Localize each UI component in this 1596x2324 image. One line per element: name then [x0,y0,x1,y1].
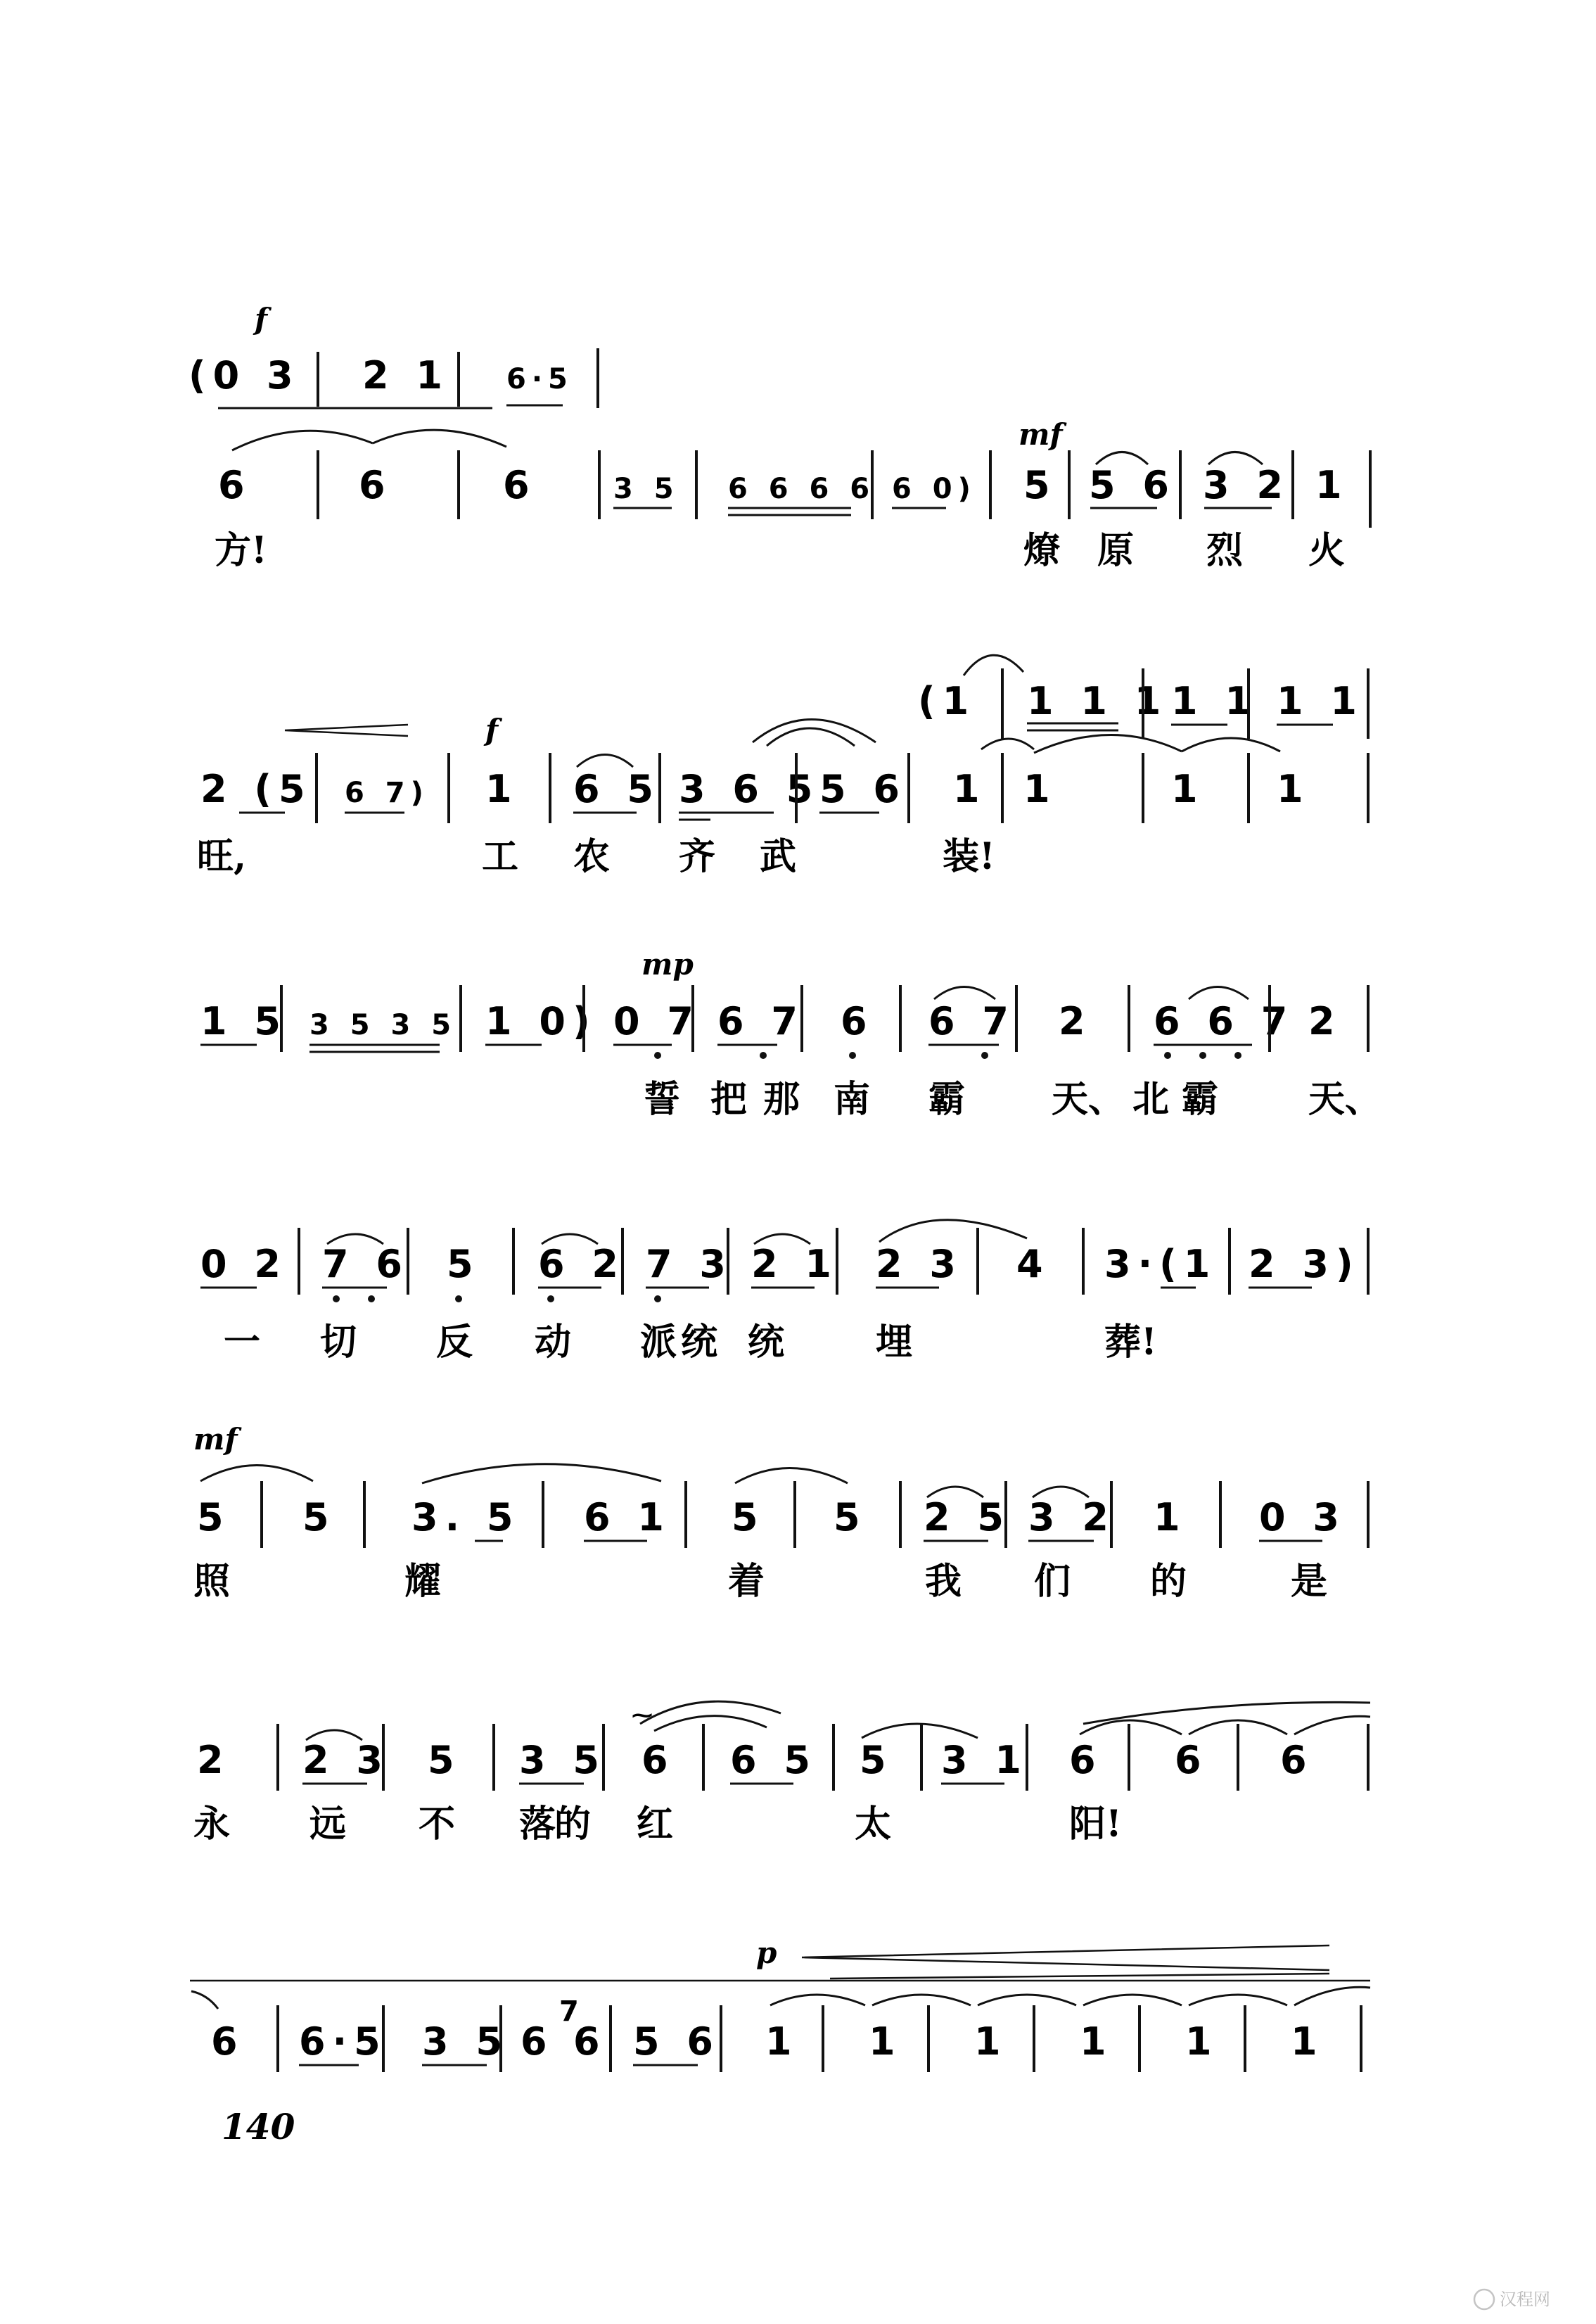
note: 1 [1277,767,1310,811]
note: 3 6 5 [679,767,820,811]
system-5 [193,1422,1368,1603]
note: 2 5 [924,1495,1011,1539]
note: 5 6 [819,767,907,811]
dynamic-piano: p [756,1936,777,1970]
lyric: 着 [728,1560,765,1603]
note: 6 5 [573,767,660,811]
upper-note: 1 1 1 [1027,679,1168,723]
slur [232,431,373,450]
lyric: 霸 [928,1078,966,1121]
note: 1 0) [485,999,597,1043]
note: 3 2 [1203,463,1290,507]
octave-dot [455,1295,462,1302]
note: 6 2 [538,1242,625,1286]
slur [422,1464,661,1483]
system-6 [193,1701,1370,1846]
lyric: 把 [710,1078,748,1121]
slur [879,1220,1027,1242]
watermark-text: 汉程网 [1500,2290,1550,2309]
slur [767,728,855,746]
note: 6 [503,463,537,507]
upper-note: (0 3 [189,353,300,398]
decrescendo-hairpin [285,725,408,736]
dynamic-forte: f [485,713,499,747]
lyric: 南 [834,1078,871,1121]
slur [1034,735,1182,753]
note: 2 3) [1249,1242,1360,1286]
lyric: 农 [573,835,611,878]
note: 5 [860,1738,893,1782]
slur [191,1991,218,2009]
note: 3 5 [613,473,679,505]
slur [862,1724,978,1738]
lyric: 照 [193,1560,231,1603]
system-3 [200,947,1381,1121]
lyric: 们 [1034,1560,1071,1603]
lyric: 红 [637,1803,674,1846]
slur [1083,1995,1182,2005]
lyric: 葬! [1104,1321,1157,1364]
note: 6 7 [928,999,1016,1043]
note: 5 6 [1089,463,1176,507]
watermark-logo-icon [1474,2290,1494,2309]
note: 1 [485,767,519,811]
note: 2 [1308,999,1342,1043]
lyric: 耀 [404,1560,442,1603]
lyric: 派 [640,1321,677,1364]
octave-dot [368,1295,375,1302]
note: 6 6 7 [1154,999,1295,1043]
note: 5 6 [633,2019,720,2064]
lyric: 天、 [1052,1078,1125,1121]
note: 1 [1171,767,1205,811]
mordent-icon: ⁓ [632,1703,653,1728]
crescendo-hairpin [830,1974,1329,1979]
octave-dot [654,1295,661,1302]
slur [1182,738,1280,751]
lyric: 不 [419,1803,456,1846]
note: 4 [1016,1242,1050,1286]
system-4 [200,1220,1368,1364]
note: 0 2 [200,1242,288,1286]
slur [1294,1987,1370,2005]
octave-dot [1199,1052,1206,1059]
note: 6 [211,2019,245,2064]
octave-dot [849,1052,856,1059]
note: 1 [1023,767,1057,811]
note: 6 [521,2019,554,2064]
lyric: 工 [482,835,519,878]
lyric: 统 [681,1321,718,1364]
lyric: 统 [748,1321,785,1364]
octave-dot [654,1052,661,1059]
note: 6 7 [717,999,805,1043]
note: 6 6 6 6 [728,473,876,505]
dynamic-mezzo-forte: mf [193,1422,238,1456]
dynamic-mezzo-forte: mf [1019,417,1063,452]
note: 3 2 [1028,1495,1116,1539]
lyric: 反 [436,1321,473,1364]
note: 1 [869,2019,902,2064]
slur [770,1995,865,2005]
dynamic-forte: f [255,302,268,336]
watermark [1474,2290,1550,2309]
slur [640,1701,781,1724]
slur [735,1468,848,1484]
note: 2 (5 [200,767,312,811]
note: 2 3 [302,1738,390,1782]
lyric: 方! [215,529,267,572]
octave-dot [981,1052,988,1059]
note: 3·(1 [1104,1242,1218,1286]
upper-note: 1 1 [1277,679,1364,723]
note: 3 5 3 5 [309,1009,457,1041]
lyric: 齐 [679,835,716,878]
lyric: 的 [1150,1560,1187,1603]
slur [373,430,506,447]
note: 3 5 [422,2019,509,2064]
note: 6·5 [299,2019,388,2064]
lyric: 天、 [1308,1078,1382,1121]
note: 5 [732,1495,765,1539]
lyric: 旺, [197,835,247,878]
note: 0 7 [613,999,701,1043]
note: 5 [428,1738,461,1782]
note: 5 [834,1495,867,1539]
system-1 [189,302,1370,572]
slur [1294,1716,1370,1734]
note: 5 [447,1242,480,1286]
note: 1 [974,2019,1008,2064]
note: 1 5 [200,999,288,1043]
note: 1 [1185,2019,1219,2064]
slur [872,1995,971,2005]
note: 1 [1080,2019,1113,2064]
note: 1 [953,767,987,811]
note: 1 [1291,2019,1324,2064]
octave-dot [760,1052,767,1059]
lyric: 一 [224,1321,261,1364]
lyric: 那 [763,1078,800,1121]
lyric: 切 [320,1321,357,1364]
note: 5 [302,1495,336,1539]
octave-dot [1234,1052,1241,1059]
slur [200,1466,313,1482]
lyric: 落 [519,1803,556,1846]
note: 2 1 [751,1242,838,1286]
upper-note: 6·5 [506,363,573,395]
note: 6 [218,463,252,507]
slur [1189,987,1249,1000]
note: 6 [1280,1738,1314,1782]
note: 6 [359,463,392,507]
octave-dot [1164,1052,1171,1059]
slur [1189,1995,1287,2005]
lyric: 动 [535,1321,572,1364]
lyric: 火 [1308,529,1346,572]
note: 6 7) [345,777,429,809]
note: 1 [765,2019,799,2064]
lyric: 远 [309,1803,347,1846]
lyric: 我 [925,1560,962,1603]
slur [753,720,876,743]
page-number: 140 [222,2106,295,2147]
note: 2 [1059,999,1092,1043]
lyric: 誓 [644,1078,681,1121]
slur [964,655,1023,675]
note: 6 1 [584,1495,671,1539]
note: 7 6 [322,1242,409,1286]
lyric: 是 [1291,1560,1328,1603]
note: 3 5 [519,1738,606,1782]
note: 6 [641,1738,675,1782]
octave-dot [333,1295,340,1302]
note: 3. 5 [411,1495,521,1539]
note: 0 3 [1259,1495,1346,1539]
note: 7 3 [646,1242,733,1286]
note: 2 3 [876,1242,963,1286]
lyric: 的 [554,1803,592,1846]
lyric: 永 [193,1803,231,1846]
note: 5 [197,1495,231,1539]
note: 6 5 [730,1738,817,1782]
lyric: 埋 [876,1321,913,1364]
lyric: 燎 [1023,529,1061,572]
slur [654,1716,767,1731]
octave-dot [547,1295,554,1302]
lyric: 太 [855,1803,892,1846]
lyric: 武 [760,835,797,878]
note: 3 1 [941,1738,1028,1782]
note: 6 [841,999,874,1043]
system-7 [190,1936,1370,2072]
upper-note: 2 1 [362,353,449,398]
note: 6 [1175,1738,1208,1782]
note: 5 [1023,463,1057,507]
lyric: 霸 [1182,1078,1219,1121]
lyric: 烈 [1206,529,1244,572]
slur [978,1995,1076,2005]
lyric: 原 [1097,529,1135,572]
lyric: 装! [943,835,995,878]
slur [577,755,633,768]
slur [981,739,1034,749]
dynamic-mezzo-piano: mp [641,947,694,982]
lyric: 阳! [1069,1803,1122,1846]
note: 6 [1069,1738,1103,1782]
crescendo-hairpin [802,1945,1329,1970]
note: 1 [1154,1495,1187,1539]
lyric: 北 [1132,1078,1170,1121]
note: 2 [197,1738,231,1782]
note: 6 [573,2019,607,2064]
system-2 [197,655,1368,878]
note: 1 [1315,463,1349,507]
note: 6 0) [892,473,976,505]
upper-note: 1 1 [1171,679,1258,723]
slur [934,987,995,1000]
upper-note: (1 [918,679,976,723]
grace-note: 7 [559,1995,585,2028]
